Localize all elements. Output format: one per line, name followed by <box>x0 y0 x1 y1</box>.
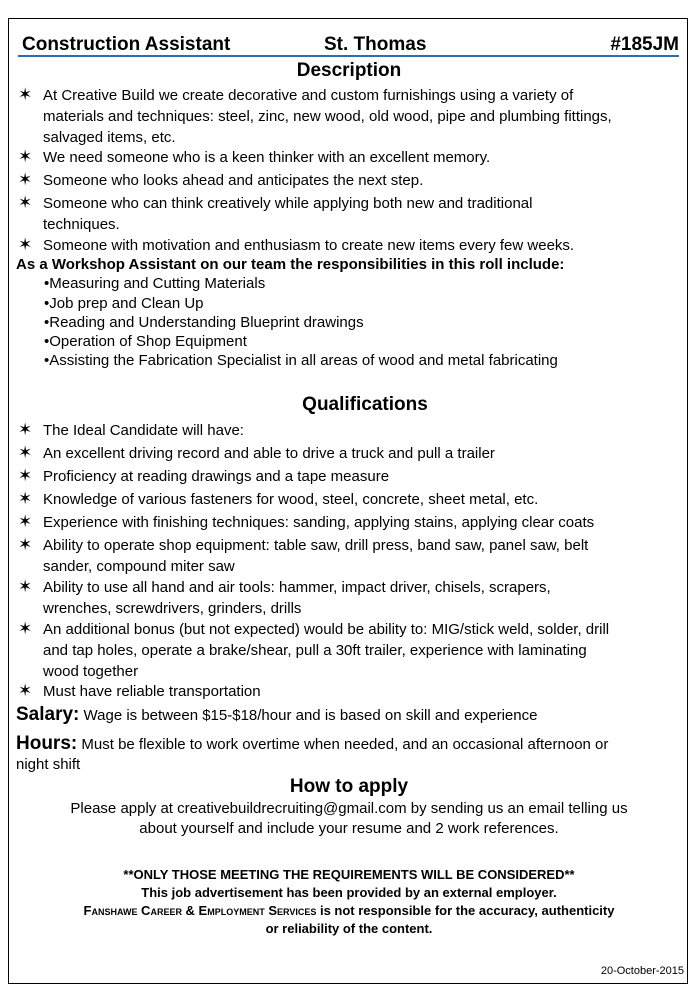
star-bullet-icon: ✶ <box>18 535 33 554</box>
qualifications-heading: Qualifications <box>302 394 428 415</box>
bullet-line: We need someone who is a keen thinker with an excellent memory. <box>43 149 491 166</box>
bullet-text <box>43 681 683 702</box>
bullet-line: materials and techniques: steel, zinc, new wood, old wood, pipe and plumbing fittings, <box>43 108 612 125</box>
star-bullet-icon: ✶ <box>18 147 33 166</box>
responsibility-item: •Assisting the Fabrication Specialist in all areas of wood and metal fabricating <box>44 352 558 369</box>
disclaimer-line: or reliability of the content. <box>265 921 433 936</box>
bullet-line: At Creative Build we create decorative and custom furnishings using a variety of <box>43 87 574 104</box>
salary-label: Salary: <box>16 704 80 725</box>
star-bullet-icon: ✶ <box>18 85 33 104</box>
bullet-line: wrenches, screwdrivers, grinders, drills <box>43 600 302 617</box>
salary-text: Wage is between $15-$18/hour and is based on skill and experience <box>79 707 538 724</box>
hours-text-cont: night shift <box>16 756 81 773</box>
disclaimer-line: Fanshawe Career & Employment Services is not responsible for the accuracy, authenticity <box>83 903 615 918</box>
bullet-text <box>43 420 683 441</box>
bullet-text <box>43 535 683 577</box>
star-bullet-icon: ✶ <box>18 681 33 700</box>
bullet-line: An excellent driving record and able to drive a truck and pull a trailer <box>43 445 495 462</box>
bullet-text <box>43 577 683 619</box>
star-bullet-icon: ✶ <box>18 577 33 596</box>
apply-text: about yourself and include your resume and 2 work references. <box>139 820 559 837</box>
star-bullet-icon: ✶ <box>18 619 33 638</box>
bullet-line: Ability to use all hand and air tools: hammer, impact driver, chisels, scrapers, <box>43 579 551 596</box>
responsibility-item: •Job prep and Clean Up <box>44 295 204 312</box>
bullet-text <box>43 85 683 148</box>
header-rule <box>18 55 679 57</box>
star-bullet-icon: ✶ <box>18 170 33 189</box>
star-bullet-icon: ✶ <box>18 466 33 485</box>
org-name: Fanshawe Career & Employment Services <box>83 903 317 918</box>
apply-text: Please apply at creativebuildrecruiting@gmail.com by sending us an email telling us <box>70 800 628 817</box>
job-title: Construction Assistant <box>22 34 231 55</box>
bullet-line: Must have reliable transportation <box>43 683 261 700</box>
bullet-line: wood together <box>43 663 139 680</box>
bullet-line: salvaged items, etc. <box>43 129 176 146</box>
star-bullet-icon: ✶ <box>18 489 33 508</box>
star-bullet-icon: ✶ <box>18 193 33 212</box>
responsibility-item: •Measuring and Cutting Materials <box>44 275 266 292</box>
responsibilities-heading: As a Workshop Assistant on our team the responsibilities in this roll include: <box>16 256 565 273</box>
bullet-text <box>43 443 683 464</box>
responsibility-item: •Reading and Understanding Blueprint drawings <box>44 314 364 331</box>
bullet-line: Someone who can think creatively while applying both new and traditional <box>43 195 533 212</box>
bullet-text <box>43 170 683 191</box>
star-bullet-icon: ✶ <box>18 512 33 531</box>
hours-label: Hours: <box>16 733 78 754</box>
disclaimer-line: This job advertisement has been provided by an external employer. <box>141 885 557 900</box>
star-bullet-icon: ✶ <box>18 443 33 462</box>
job-code: #185JM <box>610 34 679 55</box>
requirements-notice: **ONLY THOSE MEETING THE REQUIREMENTS WILL BE CONSIDERED** <box>123 867 575 882</box>
bullet-text <box>43 193 683 235</box>
job-location: St. Thomas <box>324 34 427 55</box>
description-heading: Description <box>296 60 402 81</box>
bullet-line: Someone who looks ahead and anticipates the next step. <box>43 172 424 189</box>
bullet-line: Proficiency at reading drawings and a tape measure <box>43 468 390 485</box>
responsibility-item: •Operation of Shop Equipment <box>44 333 247 350</box>
bullet-line: Experience with finishing techniques: sanding, applying stains, applying clear coats <box>43 514 595 531</box>
bullet-text <box>43 512 683 533</box>
bullet-text <box>43 489 683 510</box>
bullet-line: Someone with motivation and enthusiasm to create new items every few weeks. <box>43 237 575 254</box>
posting-date: 20-October-2015 <box>600 965 684 977</box>
bullet-text <box>43 147 683 168</box>
bullet-line: Ability to operate shop equipment: table saw, drill press, band saw, panel saw, belt <box>43 537 589 554</box>
star-bullet-icon: ✶ <box>18 235 33 254</box>
hours-text: Must be flexible to work overtime when needed, and an occasional afternoon or <box>77 736 609 753</box>
bullet-line: The Ideal Candidate will have: <box>43 422 244 439</box>
bullet-line: Knowledge of various fasteners for wood, steel, concrete, sheet metal, etc. <box>43 491 539 508</box>
star-bullet-icon: ✶ <box>18 420 33 439</box>
bullet-text <box>43 466 683 487</box>
apply-heading: How to apply <box>289 776 409 797</box>
bullet-line: An additional bonus (but not expected) would be ability to: MIG/stick weld, solder, drill <box>43 621 610 638</box>
salary-line <box>16 704 537 726</box>
hours-line <box>16 733 608 755</box>
bullet-text <box>43 235 683 256</box>
bullet-text <box>43 619 683 682</box>
bullet-line: sander, compound miter saw <box>43 558 235 575</box>
bullet-line: and tap holes, operate a brake/shear, pull a 30ft trailer, experience with laminating <box>43 642 587 659</box>
bullet-line: techniques. <box>43 216 120 233</box>
